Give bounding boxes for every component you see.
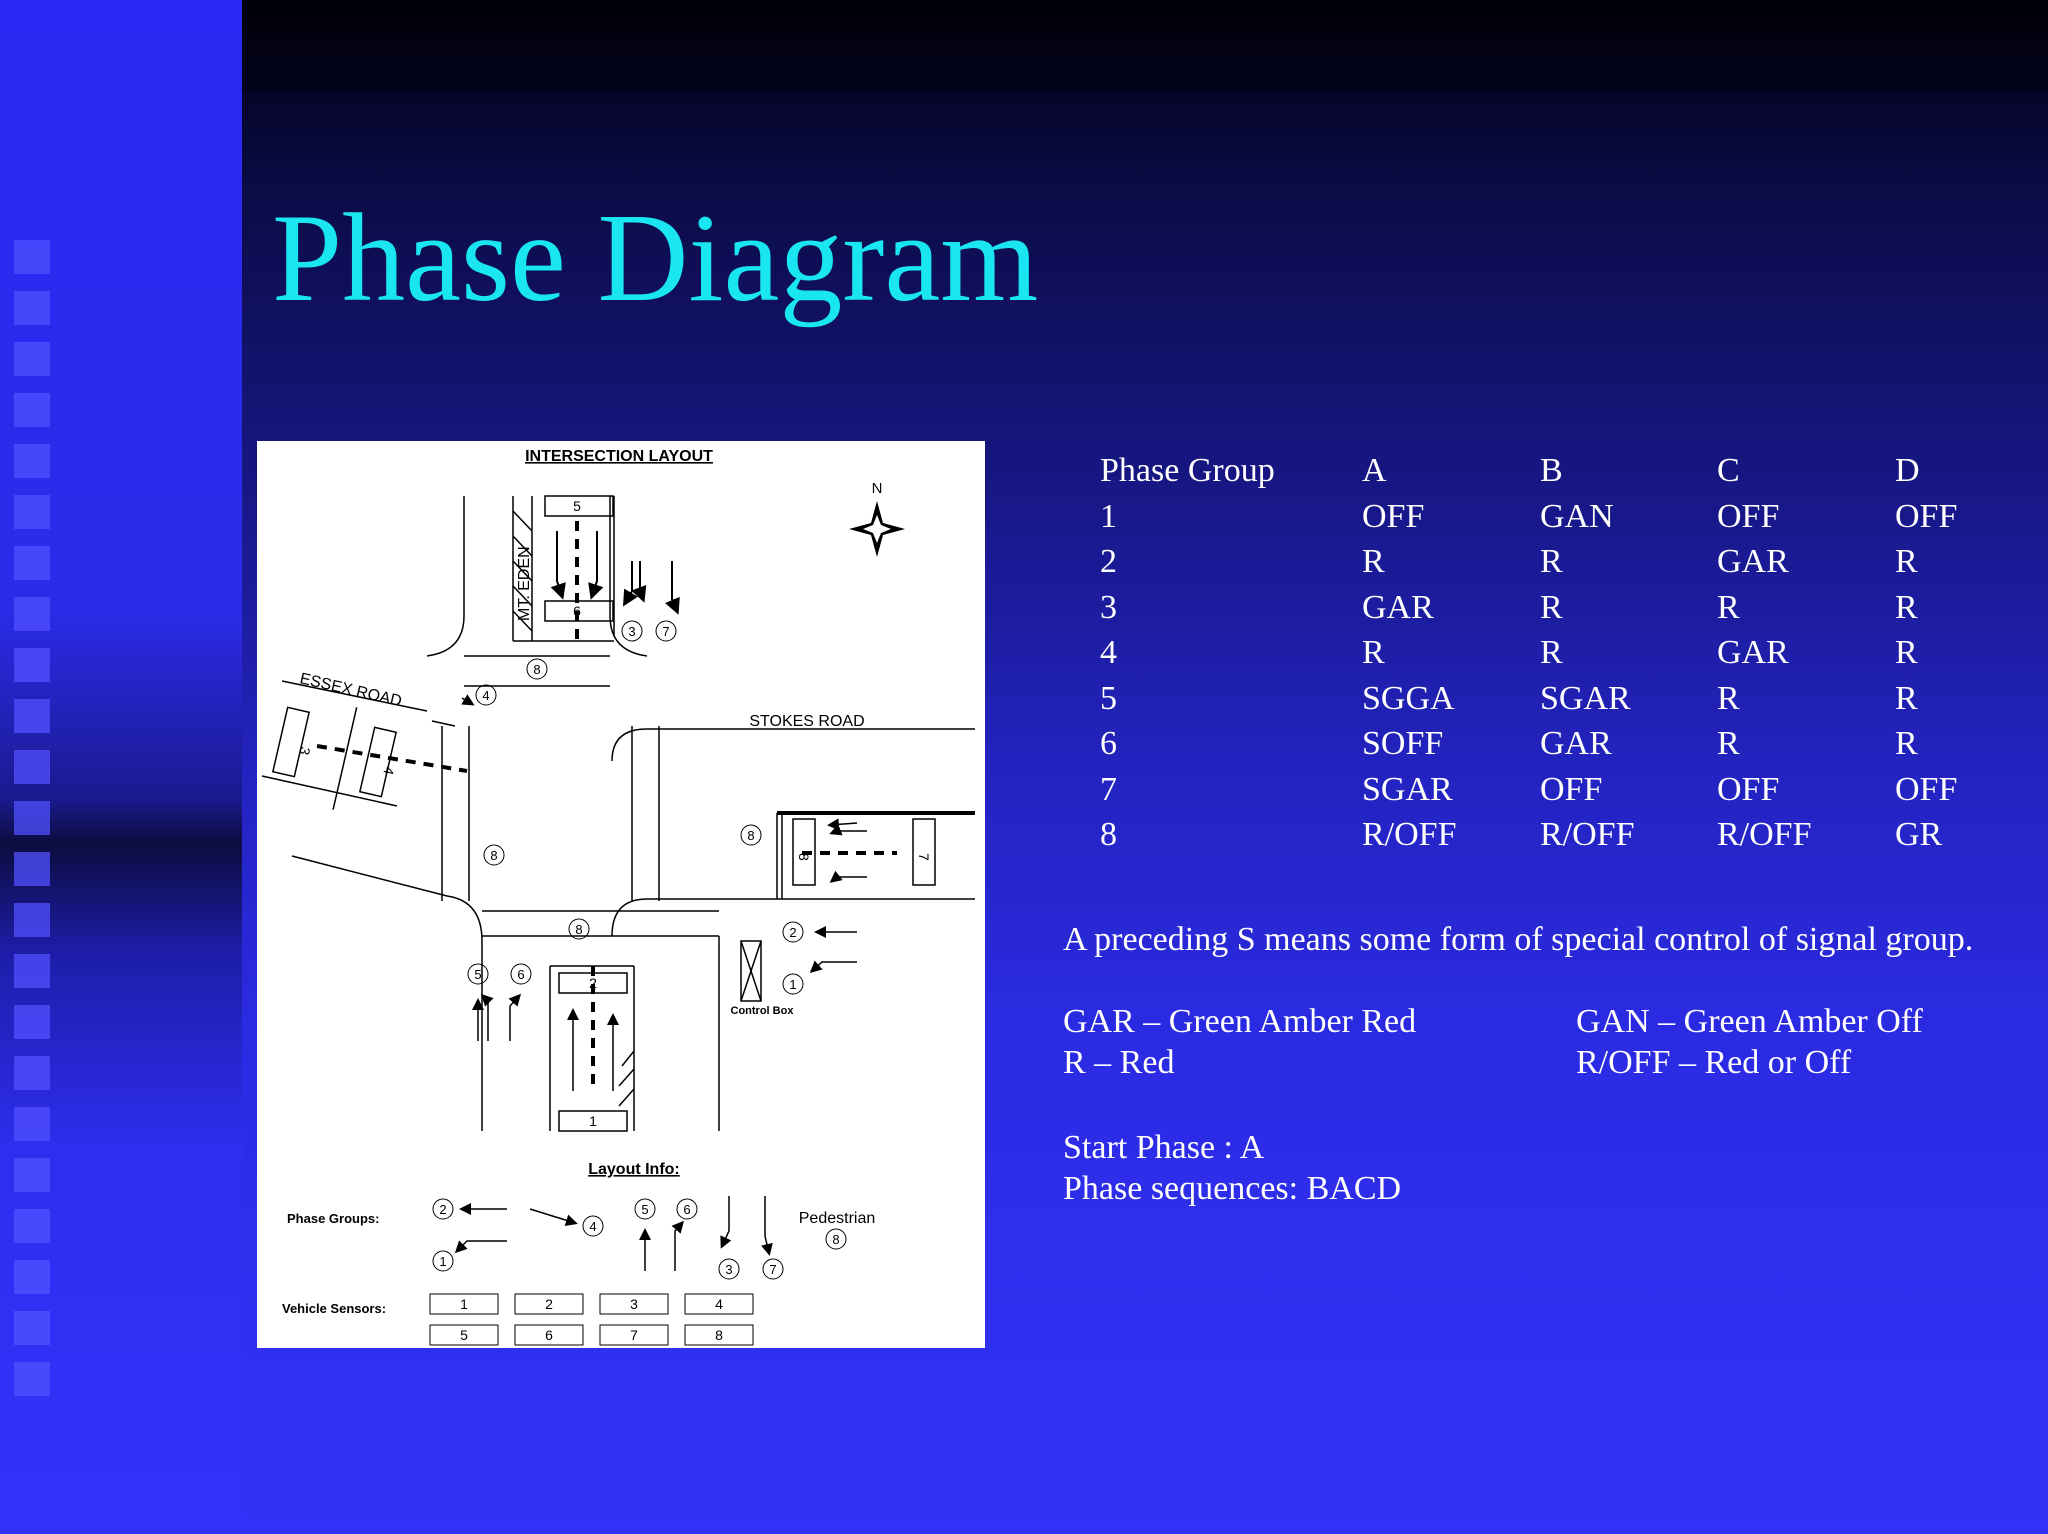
table-cell: OFF (1717, 497, 1780, 535)
svg-text:3: 3 (628, 624, 636, 639)
svg-text:5: 5 (474, 967, 482, 982)
table-cell: R (1717, 679, 1740, 717)
svg-text:5: 5 (460, 1327, 468, 1343)
phase-sequences: Phase sequences: BACD (1063, 1170, 1402, 1207)
svg-text:4: 4 (589, 1219, 597, 1234)
table-cell: 6 (1100, 725, 1117, 762)
table-cell: GAR (1540, 725, 1612, 762)
table-cell: R/OFF (1717, 816, 1812, 853)
table-cell: R (1717, 588, 1740, 626)
start-info (1063, 1127, 1401, 1209)
svg-text:1: 1 (460, 1296, 468, 1312)
table-cell: R (1895, 679, 1918, 717)
south-phase-circles (468, 964, 531, 984)
essex-road-label: ESSEX ROAD (298, 670, 404, 711)
east-phase-circles (569, 825, 803, 994)
legend-arrows (457, 1196, 769, 1271)
table-cell: 3 (1100, 588, 1117, 626)
table-cell: R/OFF (1540, 816, 1635, 853)
north-arrows (557, 521, 677, 641)
vehicle-sensor-boxes (430, 1294, 753, 1345)
svg-text:3: 3 (725, 1262, 733, 1277)
stokes-road-label: STOKES ROAD (749, 713, 865, 730)
svg-text:7: 7 (662, 624, 670, 639)
svg-text:7: 7 (630, 1327, 638, 1343)
svg-text:8: 8 (533, 662, 541, 677)
sensor-label-7: 7 (916, 853, 932, 861)
table-cell: OFF (1895, 770, 1958, 808)
table-cell: OFF (1895, 497, 1958, 535)
table-cell: GAR (1717, 634, 1789, 671)
svg-text:8: 8 (490, 848, 498, 863)
table-cell: OFF (1362, 497, 1425, 535)
pedestrian-label: Pedestrian (798, 1210, 876, 1227)
table-cell: 8 (1100, 816, 1117, 853)
legend-phase-symbols (433, 1199, 846, 1279)
table-cell: 7 (1100, 770, 1117, 808)
abbreviation-legend (1063, 1003, 1963, 1085)
west-phase-circles (476, 685, 504, 865)
sensor-label-8: 8 (796, 853, 812, 861)
control-box-icon (741, 941, 761, 1001)
table-cell: 2 (1100, 543, 1117, 580)
layout-info-heading: Layout Info: (588, 1161, 680, 1178)
svg-text:4: 4 (482, 688, 490, 703)
table-cell: 4 (1100, 634, 1117, 671)
header-phase-group: Phase Group (1100, 452, 1275, 489)
svg-text:8: 8 (715, 1327, 723, 1343)
table-cell: R (1362, 634, 1385, 671)
table-cell: GAR (1362, 588, 1434, 626)
intersection-layout-diagram (257, 441, 985, 1348)
start-phase: Start Phase : A (1063, 1129, 1265, 1166)
table-cell: GAR (1717, 543, 1789, 580)
phase-groups-label: Phase Groups: (287, 1211, 380, 1226)
south-turn-arrows (478, 996, 519, 1041)
sensor-label-4: 4 (380, 765, 398, 777)
legend-roff: R/OFF – Red or Off (1576, 1044, 1852, 1081)
table-cell: R/OFF (1362, 816, 1457, 853)
svg-text:8: 8 (832, 1232, 840, 1247)
table-cell: R (1717, 725, 1740, 762)
svg-text:8: 8 (575, 922, 583, 937)
vehicle-sensors-label: Vehicle Sensors: (282, 1301, 387, 1316)
header-a: A (1362, 452, 1387, 489)
mt-eden-label: MT. EDEN (516, 546, 533, 621)
east-turn-arrows (812, 932, 857, 971)
svg-text:7: 7 (769, 1262, 777, 1277)
table-cell: SOFF (1362, 725, 1444, 762)
svg-text:1: 1 (439, 1254, 447, 1269)
header-d: D (1895, 452, 1920, 489)
decorative-tiles (14, 240, 50, 1413)
north-compass-icon (849, 480, 905, 557)
sensor-label-1: 1 (589, 1113, 597, 1129)
slide-title: Phase Diagram (272, 189, 1039, 328)
sensor-label-6: 6 (573, 603, 581, 619)
svg-text:2: 2 (789, 925, 797, 940)
table-cell: OFF (1540, 770, 1603, 808)
top-band (242, 0, 2048, 92)
svg-text:6: 6 (683, 1202, 691, 1217)
preceding-s-note: A preceding S means some form of special control of signal group. (1063, 921, 1974, 958)
table-cell: R (1540, 588, 1563, 626)
table-cell: R (1895, 725, 1918, 762)
table-cell: SGGA (1362, 679, 1455, 717)
table-cell: OFF (1717, 770, 1780, 808)
table-cell: R (1540, 634, 1563, 671)
legend-gan: GAN – Green Amber Off (1576, 1003, 1923, 1040)
left-decorative-strip (0, 0, 242, 1534)
svg-text:8: 8 (747, 828, 755, 843)
table-cell: R (1895, 634, 1918, 671)
svg-text:1: 1 (789, 977, 797, 992)
sensor-label-2: 2 (589, 975, 597, 991)
diagram-heading: INTERSECTION LAYOUT (525, 448, 713, 465)
svg-text:6: 6 (517, 967, 525, 982)
header-c: C (1717, 452, 1740, 489)
table-cell: 1 (1100, 497, 1117, 535)
table-cell: SGAR (1362, 770, 1453, 808)
svg-text:N: N (871, 480, 883, 497)
legend-r: R – Red (1063, 1044, 1175, 1081)
sensor-label-3: 3 (296, 745, 314, 757)
table-cell: 5 (1100, 679, 1117, 717)
table-cell: R (1540, 543, 1563, 580)
svg-text:2: 2 (439, 1202, 447, 1217)
legend-gar: GAR – Green Amber Red (1063, 1003, 1417, 1040)
table-cell: GAN (1540, 497, 1614, 535)
table-cell: R (1895, 543, 1918, 580)
table-cell: R (1895, 588, 1918, 626)
header-b: B (1540, 452, 1563, 489)
table-cell: SGAR (1540, 679, 1631, 717)
table-cell: R (1362, 543, 1385, 580)
north-phase-circles (527, 621, 676, 679)
svg-text:3: 3 (630, 1296, 638, 1312)
sensor-label-5: 5 (573, 498, 581, 514)
table-cell: GR (1895, 816, 1943, 853)
svg-text:4: 4 (715, 1296, 723, 1312)
control-box-label: Control Box (730, 1005, 794, 1017)
svg-text:6: 6 (545, 1327, 553, 1343)
svg-text:2: 2 (545, 1296, 553, 1312)
svg-text:5: 5 (641, 1202, 649, 1217)
